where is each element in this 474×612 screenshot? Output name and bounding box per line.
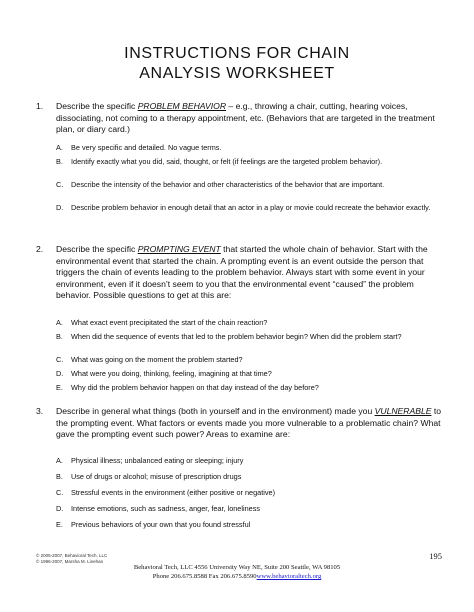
sub-item-1a	[56, 143, 446, 153]
instruction-item-3	[36, 406, 446, 441]
sub-item-text: Stressful events in the environment (either positive or negative)	[71, 488, 276, 497]
sub-item-text: What was going on the moment the problem started?	[71, 355, 243, 364]
sub-item-2e	[56, 383, 446, 393]
item-text-post: – e.g., throwing a chair, cutting, hearing voices, dissociating, not coming to a therapy appointment, etc. (Behaviors that are targeted in the treatment plan, or diary card.)	[56, 101, 435, 135]
item-text	[56, 101, 446, 136]
item-number: 1.	[36, 101, 44, 111]
sub-item-text: Why did the problem behavior happen on that day instead of the day before?	[71, 383, 319, 392]
sub-item-3c	[56, 488, 446, 498]
sub-item-letter: B.	[56, 472, 63, 481]
item-number: 2.	[36, 244, 44, 254]
sub-item-text: Describe the intensity of the behavior and other characteristics of the behavior that are important.	[71, 180, 385, 189]
item-text-pre: Describe in general what things (both in yourself and in the environment) made you	[56, 406, 375, 416]
sub-item-letter: D.	[56, 504, 64, 513]
sub-item-text: What were you doing, thinking, feeling, imagining at that time?	[71, 369, 272, 378]
footer-address: Behavioral Tech, LLC 4556 University Way NE, Suite 200 Seattle, WA 98105	[133, 564, 341, 571]
sub-item-1c	[56, 180, 446, 190]
sub-item-letter: B.	[56, 157, 63, 166]
footer-contact	[0, 573, 474, 582]
sub-item-letter: D.	[56, 369, 64, 378]
sub-item-text: Physical illness; unbalanced eating or sleeping; injury	[71, 456, 244, 465]
sub-item-3d	[56, 504, 446, 514]
sub-item-text: Describe problem behavior in enough detail that an actor in a play or movie could recreate the behavior exactly.	[71, 203, 431, 212]
sub-item-letter: C.	[56, 180, 64, 189]
item-text-post: to the prompting event. What factors or events made you more vulnerable to a problematic chain? What gave the prompting event such power? Areas to examine are:	[56, 406, 442, 440]
item-number: 3.	[36, 406, 44, 416]
sub-item-3b	[56, 472, 446, 482]
page-title-line-2: ANALYSIS WORKSHEET	[139, 65, 335, 82]
sub-item-3a	[56, 456, 446, 466]
sub-item-letter: B.	[56, 332, 63, 341]
sub-item-text: Be very specific and detailed. No vague terms.	[71, 143, 222, 152]
page-title-line-1: INSTRUCTIONS FOR CHAIN	[124, 45, 350, 62]
copyright-line-1: © 2005-2007, Behavioral Tech, LLC	[36, 553, 108, 558]
sub-item-text: What exact event precipitated the start of the chain reaction?	[71, 318, 268, 327]
item-text-post: that started the whole chain of behavior. Start with the environmental event that started the chain. A prompting event is an event outside the person that triggers the chain of events leading to the problem behavior. Always start with some event in your environment, even if it doesn’t seem to you that the environmental event “caused” the problem behavior. Possible questions to get at this are:	[56, 244, 428, 301]
sub-item-letter: A.	[56, 318, 63, 327]
sub-item-text: Identify exactly what you did, said, thought, or felt (if feelings are the targeted problem behavior).	[71, 157, 383, 166]
instruction-item-1	[36, 101, 446, 136]
copyright-line-2: © 1996-2007, Marsha M. Linehan	[36, 559, 104, 564]
item-emphasis: VULNERABLE	[374, 406, 432, 416]
sub-item-2d	[56, 369, 446, 379]
sub-item-letter: C.	[56, 355, 64, 364]
website-link[interactable]: www.behavioraltech.org	[256, 573, 322, 580]
sub-item-text: When did the sequence of events that led to the problem behavior begin? When did the problem start?	[71, 332, 402, 341]
sub-item-3e	[56, 520, 446, 530]
item-emphasis: PROBLEM BEHAVIOR	[137, 101, 227, 111]
sub-item-letter: A.	[56, 143, 63, 152]
sub-item-letter: E.	[56, 520, 63, 529]
sub-item-letter: E.	[56, 383, 63, 392]
item-emphasis: PROMPTING EVENT	[137, 244, 221, 254]
sub-item-1b	[56, 157, 446, 167]
sub-item-2b	[56, 332, 446, 342]
sub-item-1d	[56, 203, 446, 213]
sub-item-2c	[56, 355, 446, 365]
instruction-item-2	[36, 244, 446, 302]
sub-item-text: Previous behaviors of your own that you found stressful	[71, 520, 251, 529]
sub-item-text: Intense emotions, such as sadness, anger, fear, loneliness	[71, 504, 261, 513]
page-number: 195	[429, 551, 442, 561]
sub-item-text: Use of drugs or alcohol; misuse of prescription drugs	[71, 472, 242, 481]
item-text	[56, 406, 446, 441]
footer-phone: Phone 206.675.8588 Fax 206.675.8590	[152, 573, 257, 580]
item-text-pre: Describe the specific	[56, 101, 138, 111]
sub-item-2a	[56, 318, 446, 328]
item-text	[56, 244, 446, 302]
sub-item-letter: D.	[56, 203, 64, 212]
item-text-pre: Describe the specific	[56, 244, 138, 254]
sub-item-letter: A.	[56, 456, 63, 465]
sub-item-letter: C.	[56, 488, 64, 497]
